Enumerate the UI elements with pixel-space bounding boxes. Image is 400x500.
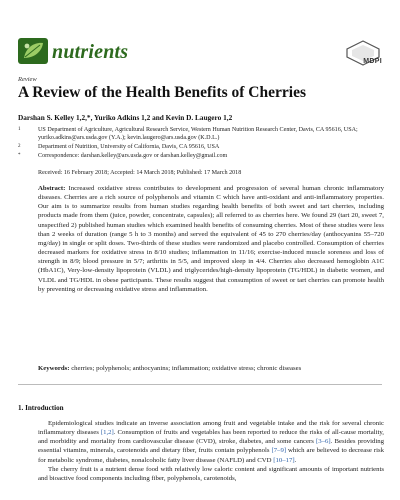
text-run: . Consumption of fruits and vegetables has been reported to reduce the risks of all-cause mortality, and morbidity and mortality from cardiovascular disease (CVD), stroke, diabetes, and some cancers <box>38 429 384 446</box>
journal-header <box>18 36 382 68</box>
author-list: Darshan S. Kelley 1,2,*, Yuriko Adkins 1,2 and Kevin D. Laugero 1,2 <box>18 113 233 122</box>
keywords-label: Keywords: <box>38 365 70 372</box>
citation-link[interactable]: [3–6] <box>316 438 331 446</box>
publisher-name: MDPI <box>363 58 382 65</box>
keywords-text: cherries; polyphenols; anthocyanins; inflammation; oxidative stress; chronic diseases <box>71 365 302 372</box>
affiliation-number: 1 <box>18 127 21 132</box>
paragraph: The cherry fruit is a nutrient dense food with relatively low caloric content and significant amounts of important nutrients and bioactive food components including fiber, polyphenols, carotenoids, <box>38 465 384 482</box>
correspondence <box>18 152 382 160</box>
publication-dates: Received: 16 February 2018; Accepted: 14 March 2018; Published: 17 March 2018 <box>38 170 242 176</box>
journal-name: nutrients <box>52 41 129 63</box>
article-title: A Review of the Health Benefits of Cherries <box>18 84 306 101</box>
article-type: Review <box>18 76 37 83</box>
keywords <box>38 364 384 373</box>
affiliation-text: Correspondence: darshan.kelley@ars.usda.gov or darshan.kelley@gmail.com <box>38 153 228 159</box>
affiliation-text: Department of Nutrition, University of California, Davis, CA 95616, USA <box>38 144 220 150</box>
divider <box>18 384 382 385</box>
text-run: Epidemiological studies indicate an inverse association among fruit and vegetable intake and the risk for several chronic inflammatory diseases <box>38 420 384 437</box>
text-run: . Besides providing essential vitamins, minerals, carotenoids and dietary fiber, fruits contain polyphenols <box>38 438 384 455</box>
abstract <box>38 184 384 294</box>
introduction-body <box>38 419 384 483</box>
paragraph <box>38 419 384 465</box>
abstract-label: Abstract: <box>38 185 66 192</box>
affiliation-text: US Department of Agriculture, Agricultural Research Service, Western Human Nutrition Research Center, Davis, CA 95616, USA; yuriko.adkins@ars.usda.gov (Y.A.); kevin.laugero@ars.usda.gov (K.D.L.) <box>38 127 358 142</box>
affiliation-number: 2 <box>18 144 21 149</box>
citation-link[interactable]: [10–17] <box>273 456 295 464</box>
nutrients-leaf-logo-icon <box>18 38 48 64</box>
affiliation-1 <box>18 126 382 142</box>
citation-link[interactable]: [7–9] <box>271 447 287 455</box>
text-run: . <box>294 456 297 464</box>
affiliation-number: * <box>18 153 21 158</box>
text-run: which are believed to decrease risk for metabolic syndrome, diabetes, nonalcoholic fatty liver disease (NAFLD) and CVD <box>38 447 384 464</box>
section-heading-introduction: 1. Introduction <box>18 404 64 412</box>
citation-link[interactable]: [1,2] <box>100 429 114 437</box>
abstract-text: Increased oxidative stress contributes to development and progression of several human chronic inflammatory diseases. Cherries are a rich source of polyphenols and vitamin C which have anti-oxidant and anti-inflammatory properties. Our aim is to summarize results from human studies regarding health benefits of both sweet and tart cherries, including products made from them (juice, powder, concentrate, capsules); all referred to as cherries here. We found 29 (tart 20, sweet 7, unspecified 2) published human studies which examined health benefits of consuming cherries. Most of these studies were less than 2 weeks of duration (range 5 h to 3 months) and served the equivalent of 45 to 270 cherries/day (anthocyanins 55–720 mg/day) in single or split doses. Two-thirds of these studies were randomized and placebo controlled. Consumption of cherries decreased markers for oxidative stress in 8/10 studies; inflammation in 11/16; exercise-induced muscle soreness and loss of strength in 8/9; blood pressure in 5/7; arthritis in 5/5, and improved sleep in 4/4. Cherries also decreased hemoglobin A1C (HbA1C), Very-low-density lipoprotein (VLDL) and triglycerides/high-density lipoprotein (TG/HDL) in diabetic women, and VLDL and TG/HDL in obese participants. These results suggest that consumption of sweet or tart cherries can promote health by preventing or decreasing oxidative stress and inflammation. <box>38 185 384 293</box>
affiliation-2 <box>18 143 382 151</box>
